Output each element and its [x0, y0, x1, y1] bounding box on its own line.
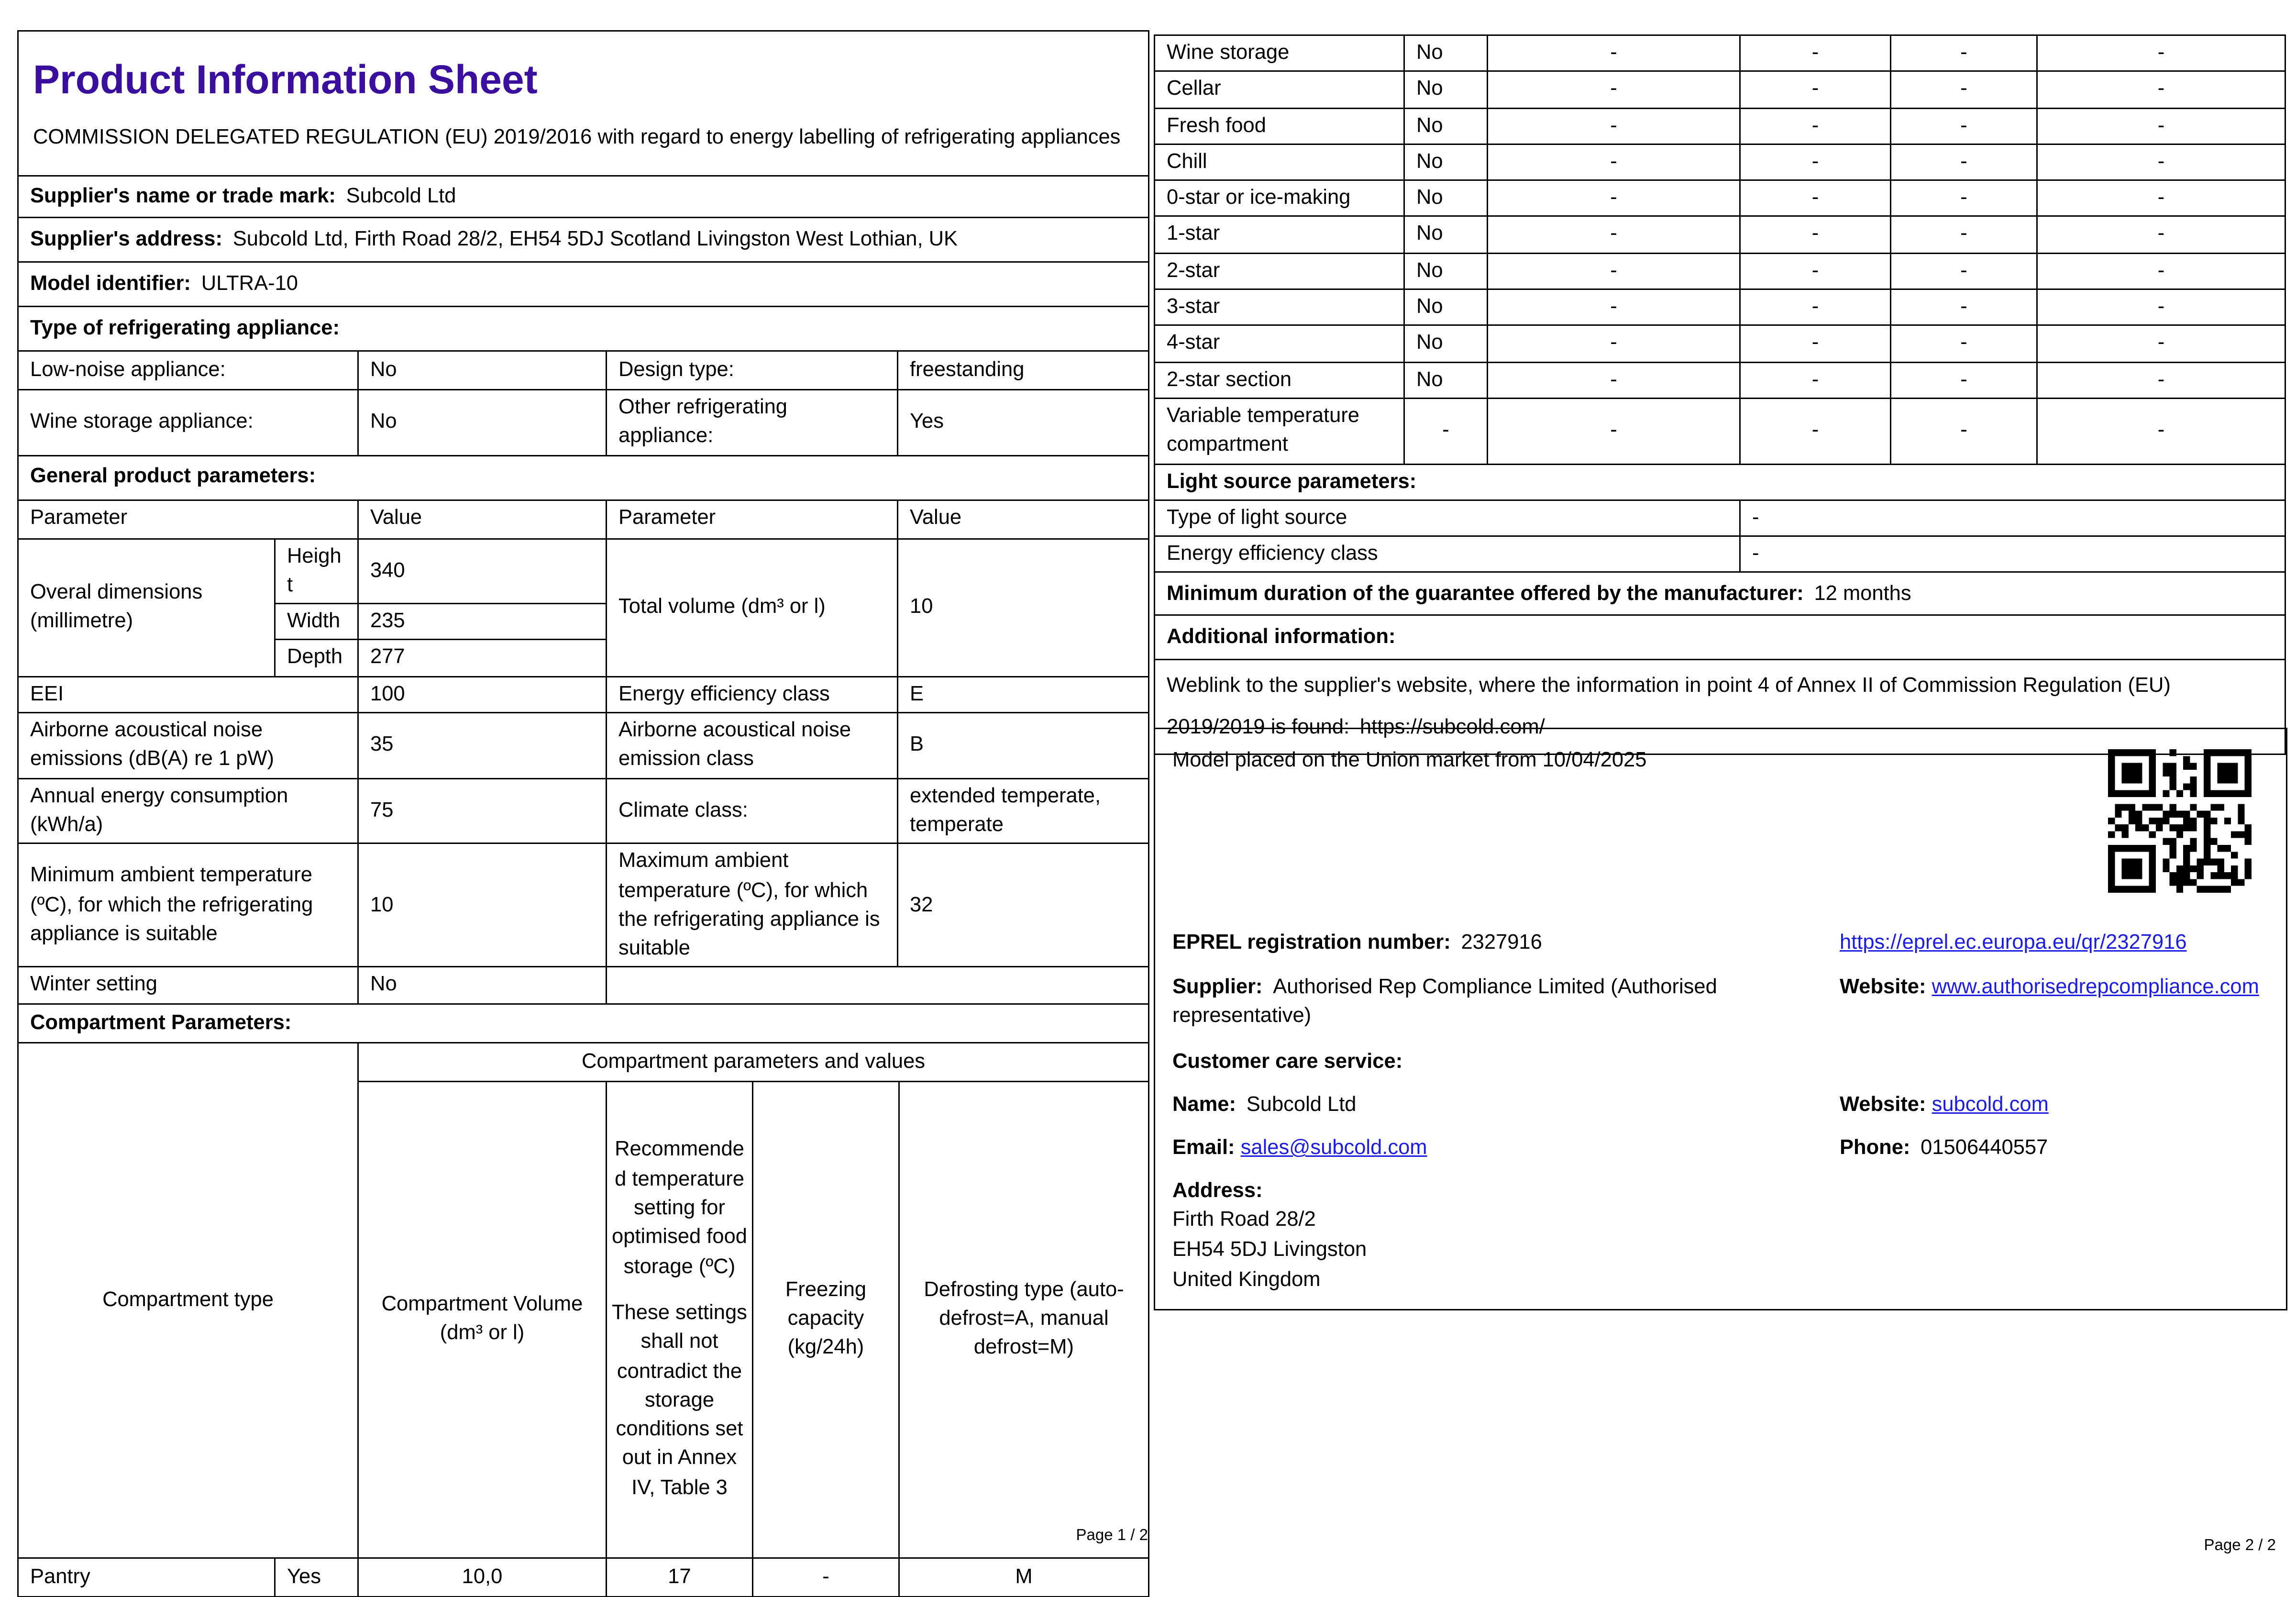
address-line: United Kingdom — [1172, 1269, 1321, 1292]
table-row — [1155, 35, 2285, 72]
cell: - — [2037, 71, 2285, 108]
cell: - — [1740, 253, 1891, 289]
param-value: - — [1740, 536, 2285, 573]
page-number: Page 2 / 2 — [2204, 1537, 2276, 1554]
compartment-name-cell: 3-star — [1155, 289, 1404, 326]
qr-code-svg — [2108, 749, 2252, 893]
param-label: Winter setting — [18, 967, 358, 1004]
compartment-present-cell: No — [1404, 108, 1488, 144]
compartment-name-cell: 2-star — [1155, 253, 1404, 289]
model-identifier-row — [18, 262, 1149, 307]
general-heading: General product parameters: — [30, 466, 316, 489]
care-website-link[interactable]: subcold.com — [1932, 1094, 2049, 1117]
table-row — [1155, 180, 2285, 217]
param-value: 75 — [358, 778, 607, 844]
supplier-name-label: Supplier's name or trade mark: — [30, 185, 336, 208]
param-label: Annual energy consumption (kWh/a) — [18, 778, 358, 844]
guarantee-label: Minimum duration of the guarantee offered by the manufacturer: — [1167, 582, 1804, 606]
cell: - — [1891, 180, 2037, 217]
param-label: Climate class: — [607, 778, 898, 844]
param-label: EEI — [18, 677, 358, 713]
additional-heading-row — [1155, 616, 2285, 660]
cell: - — [1891, 326, 2037, 362]
param-label: Low-noise appliance: — [18, 351, 358, 390]
table-row — [1155, 144, 2285, 180]
compartment-name-cell: Chill — [1155, 144, 1404, 180]
cell: - — [1891, 35, 2037, 72]
care-email-row — [1172, 1134, 1835, 1163]
compartment-name-cell: Cellar — [1155, 71, 1404, 108]
dimension-name: Width — [275, 604, 358, 640]
page-1 — [17, 30, 1148, 1597]
cell: - — [2037, 217, 2285, 253]
dimension-value: 340 — [358, 538, 607, 604]
table-row — [18, 1558, 1149, 1597]
compartment-freezing-cell: - — [753, 1558, 899, 1597]
model-identifier-value: ULTRA-10 — [201, 272, 298, 296]
title-cell — [18, 31, 1149, 176]
eprel-value: 2327916 — [1461, 932, 1542, 954]
param-value: extended temperate, temperate — [898, 778, 1149, 844]
cell: - — [1488, 71, 1740, 108]
param-label: Energy efficiency class — [607, 677, 898, 713]
empty-cell — [607, 967, 1149, 1004]
care-email-link[interactable]: sales@subcold.com — [1240, 1137, 1427, 1160]
compartment-heading-row — [18, 1004, 1149, 1042]
param-label: Minimum ambient temperature (ºC), for which the refrigerating appliance is suitable — [18, 843, 358, 967]
column-header: Parameter — [18, 499, 358, 538]
compartment-type-header: Compartment type — [18, 1042, 358, 1558]
compartment-present-cell: No — [1404, 71, 1488, 108]
param-label: Airborne acoustical noise emission class — [607, 713, 898, 778]
compartment-volume-header: Compartment Volume (dm³ or l) — [358, 1081, 607, 1558]
compartment-name-cell: 4-star — [1155, 326, 1404, 362]
cell: - — [1891, 362, 2037, 399]
cell: - — [1740, 144, 1891, 180]
compartment-heading-table — [17, 1003, 1149, 1043]
cell: - — [1488, 289, 1740, 326]
compartment-present-cell: - — [1404, 398, 1488, 464]
eprel-row — [1172, 929, 1835, 958]
table-row — [1155, 326, 2285, 362]
supplier-address-value: Subcold Ltd, Firth Road 28/2, EH54 5DJ Scotland Livingston West Lothian, UK — [232, 228, 958, 251]
supplier-name-row — [18, 176, 1149, 218]
param-label: Design type: — [607, 351, 898, 390]
total-volume-value: 10 — [898, 538, 1149, 677]
cell: - — [1740, 289, 1891, 326]
param-value: 100 — [358, 677, 607, 713]
address-block — [1172, 1177, 1835, 1297]
compartment-present-cell: No — [1404, 217, 1488, 253]
supplier-row — [1172, 973, 1835, 1031]
customer-care-heading: Customer care service: — [1172, 1051, 1403, 1074]
param-value: Yes — [898, 390, 1149, 455]
supplier-name-value: Subcold Ltd — [346, 185, 456, 208]
cell: - — [1740, 180, 1891, 217]
param-label: Energy efficiency class — [1155, 536, 1740, 573]
supplier-label: Supplier: — [1172, 976, 1263, 999]
compartment-continuation-table — [1154, 34, 2286, 755]
cell: - — [2037, 253, 2285, 289]
cell: - — [1891, 289, 2037, 326]
param-value: No — [358, 351, 607, 390]
param-label: Other refrigerating appliance: — [607, 390, 898, 455]
cell: - — [2037, 35, 2285, 72]
compartment-table — [17, 1042, 1149, 1597]
compartment-name-cell: 1-star — [1155, 217, 1404, 253]
param-value: B — [898, 713, 1149, 778]
cell: - — [1488, 217, 1740, 253]
dimension-value: 235 — [358, 604, 607, 640]
header-table — [17, 30, 1149, 352]
care-name-label: Name: — [1172, 1094, 1236, 1117]
care-phone-label: Phone: — [1840, 1137, 1910, 1160]
cell: - — [1891, 253, 2037, 289]
param-value: - — [1740, 500, 2285, 536]
compartment-span-header: Compartment parameters and values — [358, 1042, 1149, 1081]
general-heading-row — [18, 455, 1149, 499]
address-line: Firth Road 28/2 — [1172, 1209, 1316, 1232]
compartment-present-cell: No — [1404, 35, 1488, 72]
cell: - — [2037, 180, 2285, 217]
cell: - — [2037, 108, 2285, 144]
table-row — [1155, 71, 2285, 108]
cell: - — [1740, 35, 1891, 72]
compartment-present-cell: No — [1404, 362, 1488, 399]
param-value: No — [358, 967, 607, 1004]
cell: - — [2037, 144, 2285, 180]
cell: - — [1740, 362, 1891, 399]
cell: - — [1891, 398, 2037, 464]
supplier-value: Authorised Rep Compliance Limited (Authorised representative) — [1172, 976, 1717, 1028]
dimension-value: 277 — [358, 640, 607, 677]
supplier-website-label: Website: — [1840, 976, 1926, 999]
dimension-name: Height — [275, 538, 358, 604]
param-label: Type of light source — [1155, 500, 1740, 536]
cell: - — [1488, 253, 1740, 289]
total-volume-label: Total volume (dm³ or l) — [607, 538, 898, 677]
eprel-link[interactable]: https://eprel.ec.europa.eu/qr/2327916 — [1840, 932, 2187, 954]
page-number: Page 1 / 2 — [1076, 1527, 1148, 1544]
dimensions-label: Overal dimensions (millimetre) — [18, 538, 275, 677]
market-placed-text: Model placed on the Union market from 10/04/2025 — [1172, 749, 1647, 772]
param-label: Maximum ambient temperature (ºC), for which the refrigerating appliance is suitable — [607, 843, 898, 967]
cell: - — [1740, 71, 1891, 108]
compartment-present-cell: No — [1404, 144, 1488, 180]
compartment-name-cell: 2-star section — [1155, 362, 1404, 399]
cell: - — [1891, 217, 2037, 253]
cell: - — [1740, 326, 1891, 362]
compartment-name-cell: Pantry — [18, 1558, 275, 1597]
param-value: E — [898, 677, 1149, 713]
cell: - — [1891, 71, 2037, 108]
table-row — [1155, 398, 2285, 464]
compartment-defrost-header: Defrosting type (auto-defrost=A, manual defrost=M) — [899, 1081, 1149, 1558]
light-source-heading-row — [1155, 464, 2285, 500]
compartment-volume-cell: 10,0 — [358, 1558, 607, 1597]
cell: - — [1488, 180, 1740, 217]
care-phone-row — [1840, 1134, 2273, 1163]
care-email-label: Email: — [1172, 1137, 1235, 1160]
table-row — [1155, 108, 2285, 144]
cell: - — [1488, 144, 1740, 180]
supplier-website-row — [1840, 973, 2273, 1002]
care-name-value: Subcold Ltd — [1246, 1094, 1357, 1117]
column-header: Parameter — [607, 499, 898, 538]
regulation-subtitle: COMMISSION DELEGATED REGULATION (EU) 2019/2016 with regard to energy labelling of refrigerating appliances — [33, 126, 1121, 149]
address-label: Address: — [1172, 1180, 1263, 1203]
cell: - — [2037, 362, 2285, 399]
table-row — [1155, 253, 2285, 289]
weblink-text: Weblink to the supplier's website, where the information in point 4 of Annex II of Commission Regulation (EU) 2019/2019 is found: — [1167, 675, 2171, 739]
cell: - — [2037, 326, 2285, 362]
type-heading: Type of refrigerating appliance: — [30, 317, 340, 340]
compartment-present-cell: No — [1404, 180, 1488, 217]
param-value: No — [358, 390, 607, 455]
light-source-heading: Light source parameters: — [1167, 470, 1417, 493]
compartment-present-cell: No — [1404, 326, 1488, 362]
guarantee-value: 12 months — [1814, 582, 1911, 606]
cell: - — [1488, 35, 1740, 72]
param-value: 35 — [358, 713, 607, 778]
compartment-name-cell: 0-star or ice-making — [1155, 180, 1404, 217]
supplier-website-link[interactable]: www.authorisedrepcompliance.com — [1932, 976, 2259, 999]
param-label: Wine storage appliance: — [18, 390, 358, 455]
eprel-label: EPREL registration number: — [1172, 932, 1451, 954]
compartment-present-cell: No — [1404, 253, 1488, 289]
market-info-box — [1154, 728, 2287, 1310]
page-2 — [1154, 34, 2285, 1554]
appliance-type-table — [17, 350, 1149, 456]
cell: - — [1488, 108, 1740, 144]
care-name-row — [1172, 1091, 1835, 1120]
cell: - — [1740, 217, 1891, 253]
care-website-label: Website: — [1840, 1094, 1926, 1117]
type-heading-row — [18, 307, 1149, 351]
weblink-url: https://subcold.com/ — [1359, 716, 1545, 739]
compartment-heading: Compartment Parameters: — [30, 1011, 292, 1034]
general-heading-table — [17, 455, 1149, 500]
table-row — [1155, 289, 2285, 326]
cell: - — [1740, 398, 1891, 464]
page-title: Product Information Sheet — [33, 57, 538, 102]
supplier-address-label: Supplier's address: — [30, 228, 222, 251]
table-row — [1155, 217, 2285, 253]
cell: - — [1891, 108, 2037, 144]
care-phone-value: 01506440557 — [1921, 1137, 2048, 1160]
column-header: Value — [358, 499, 607, 538]
cell: - — [1488, 326, 1740, 362]
cell: - — [1740, 108, 1891, 144]
supplier-address-row — [18, 218, 1149, 262]
param-value: freestanding — [898, 351, 1149, 390]
dimension-name: Depth — [275, 640, 358, 677]
compartment-defrost-cell: M — [899, 1558, 1149, 1597]
compartment-name-cell: Wine storage — [1155, 35, 1404, 72]
compartment-temp-header: Recommended temperature setting for optimised food storage (ºC) These settings shall not contradict the storage conditions set out in Annex IV, Table 3 — [607, 1081, 753, 1558]
address-line: EH54 5DJ Livingston — [1172, 1239, 1367, 1262]
cell: - — [1891, 144, 2037, 180]
care-website-row — [1840, 1091, 2273, 1120]
guarantee-row — [1155, 573, 2285, 616]
general-parameters-table — [17, 499, 1149, 1004]
qr-code — [2108, 749, 2252, 893]
column-header: Value — [898, 499, 1149, 538]
cell: - — [1488, 362, 1740, 399]
additional-heading: Additional information: — [1167, 626, 1396, 649]
model-identifier-label: Model identifier: — [30, 272, 191, 296]
compartment-temp-cell: 17 — [607, 1558, 753, 1597]
compartment-present-cell: No — [1404, 289, 1488, 326]
param-label: Airborne acoustical noise emissions (dB(A) re 1 pW) — [18, 713, 358, 778]
param-value: 10 — [358, 843, 607, 967]
cell: - — [2037, 398, 2285, 464]
table-row — [1155, 362, 2285, 399]
compartment-present-cell: Yes — [275, 1558, 358, 1597]
compartment-name-cell: Fresh food — [1155, 108, 1404, 144]
eprel-link-wrap — [1840, 929, 2273, 958]
compartment-name-cell: Variable temperature compartment — [1155, 398, 1404, 464]
cell: - — [2037, 289, 2285, 326]
cell: - — [1488, 398, 1740, 464]
compartment-freezing-header: Freezing capacity (kg/24h) — [753, 1081, 899, 1558]
param-value: 32 — [898, 843, 1149, 967]
